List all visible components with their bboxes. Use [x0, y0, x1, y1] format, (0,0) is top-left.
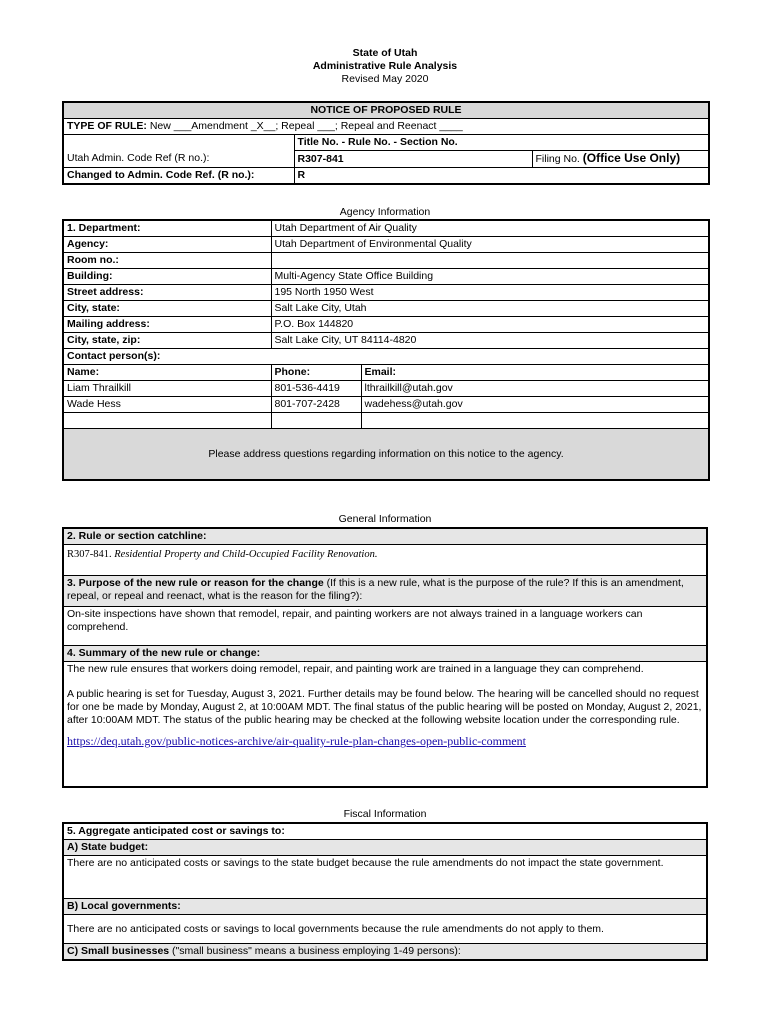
- state-budget-label: A) State budget:: [64, 840, 706, 856]
- filing-office-use: (Office Use Only): [582, 151, 681, 165]
- table-row: [63, 413, 709, 429]
- purpose-label-rest: (If this is a new rule, what is the purpose of the rule? If this is an amendment, repeal, or repeal and reenact, what is the reason for the filing?):: [67, 577, 684, 602]
- contact-phone: 801-707-2428: [271, 397, 361, 413]
- title-no-header: Title No. - Rule No. - Section No.: [294, 135, 709, 151]
- purpose-label-bold: 3. Purpose of the new rule or reason for the change: [67, 577, 324, 589]
- contact-email: lthrailkill@utah.gov: [361, 381, 709, 397]
- summary-paragraph-1: The new rule ensures that workers doing remodel, repair, and painting work are trained in a language they can comprehend.: [67, 663, 644, 675]
- mailing-label: Mailing address:: [63, 317, 271, 333]
- purpose-label: [64, 576, 706, 607]
- summary-answer: [64, 662, 706, 786]
- street-value: 195 North 1950 West: [271, 285, 709, 301]
- contact-email: [361, 413, 709, 429]
- catchline-label: 2. Rule or section catchline:: [64, 529, 706, 545]
- mailing-value: P.O. Box 144820: [271, 317, 709, 333]
- code-ref-value: R307-841: [294, 151, 532, 168]
- agency-value: Utah Department of Environmental Quality: [271, 237, 709, 253]
- contact-phone: [271, 413, 361, 429]
- public-notices-link[interactable]: https://deq.utah.gov/public-notices-archive/air-quality-rule-plan-changes-open-public-comment: [67, 734, 526, 748]
- city-state-zip-label: City, state, zip:: [63, 333, 271, 349]
- summary-paragraph-2: A public hearing is set for Tuesday, August 3, 2021. Further details may be found below. The hearing will be cancelled should no request for one be made by Monday, August 2, at 10:00AM MDT. The final status of the public hearing will be posted on Monday, August 2, 2021, after 10:00AM MDT. The status of the public hearing may be checked at the following website location under the corresponding rule.: [67, 688, 702, 726]
- filing-no: [532, 151, 709, 168]
- building-value: Multi-Agency State Office Building: [271, 269, 709, 285]
- purpose-answer: On-site inspections have shown that remodel, repair, and painting workers are not always trained in a language workers can comprehend.: [64, 607, 706, 646]
- city-state-zip-value: Salt Lake City, UT 84114-4820: [271, 333, 709, 349]
- agency-section-title: Agency Information: [339, 206, 431, 218]
- changed-ref-label: Changed to Admin. Code Ref. (R no.):: [63, 168, 294, 185]
- local-gov-answer: There are no anticipated costs or savings to local governments because the rule amendments do not apply to them.: [64, 915, 706, 944]
- code-ref-label: Utah Admin. Code Ref (R no.):: [63, 151, 294, 168]
- document-header: [0, 47, 770, 86]
- department-value: Utah Department of Air Quality: [271, 220, 709, 237]
- contact-name: Wade Hess: [63, 397, 271, 413]
- contact-name: [63, 413, 271, 429]
- city-state-value: Salt Lake City, Utah: [271, 301, 709, 317]
- contacts-label: Contact person(s):: [63, 349, 709, 365]
- notice-title: NOTICE OF PROPOSED RULE: [63, 102, 709, 119]
- agency-label: Agency:: [63, 237, 271, 253]
- header-title: Administrative Rule Analysis: [312, 60, 458, 72]
- general-box: [62, 527, 708, 788]
- agency-notice: Please address questions regarding information on this notice to the agency.: [63, 429, 709, 481]
- contact-phone: 801-536-4419: [271, 381, 361, 397]
- table-row: [63, 381, 709, 397]
- contact-name: Liam Thrailkill: [63, 381, 271, 397]
- contact-name-header: Name:: [63, 365, 271, 381]
- small-business-label-rest: ("small business" means a business employing 1-49 persons):: [169, 945, 461, 957]
- catchline-answer: [64, 545, 706, 576]
- type-of-rule-options: New ___Amendment _X__; Repeal ___; Repeal and Reenact ____: [149, 120, 463, 132]
- filing-no-label: Filing No.: [535, 153, 580, 165]
- summary-label: 4. Summary of the new rule or change:: [64, 646, 706, 662]
- room-label: Room no.:: [63, 253, 271, 269]
- small-business-label: [64, 944, 706, 959]
- aggregate-label: 5. Aggregate anticipated cost or savings to:: [64, 824, 706, 840]
- department-label: 1. Department:: [63, 220, 271, 237]
- header-revision: Revised May 2020: [341, 73, 429, 85]
- changed-ref-value: R: [294, 168, 709, 185]
- fiscal-box: [62, 822, 708, 961]
- general-section-title: General Information: [338, 513, 432, 525]
- small-business-label-bold: C) Small businesses: [67, 945, 170, 957]
- local-gov-label: B) Local governments:: [64, 899, 706, 915]
- table-row: [63, 397, 709, 413]
- catchline-title: Residential Property and Child-Occupied Facility Renovation.: [114, 549, 378, 560]
- fiscal-section-title: Fiscal Information: [343, 808, 427, 820]
- catchline-code: R307-841.: [67, 549, 112, 560]
- type-of-rule-row: [63, 119, 709, 135]
- city-state-label: City, state:: [63, 301, 271, 317]
- room-value: [271, 253, 709, 269]
- contact-phone-header: Phone:: [271, 365, 361, 381]
- blank-cell: [63, 135, 294, 151]
- agency-table: [62, 219, 710, 481]
- state-budget-answer: There are no anticipated costs or savings to the state budget because the rule amendments do not impact the state government.: [64, 856, 706, 899]
- type-of-rule-label: TYPE OF RULE:: [67, 120, 147, 132]
- contact-email-header: Email:: [361, 365, 709, 381]
- header-state: State of Utah: [352, 47, 418, 59]
- street-label: Street address:: [63, 285, 271, 301]
- contact-email: wadehess@utah.gov: [361, 397, 709, 413]
- notice-table: [62, 101, 710, 185]
- building-label: Building:: [63, 269, 271, 285]
